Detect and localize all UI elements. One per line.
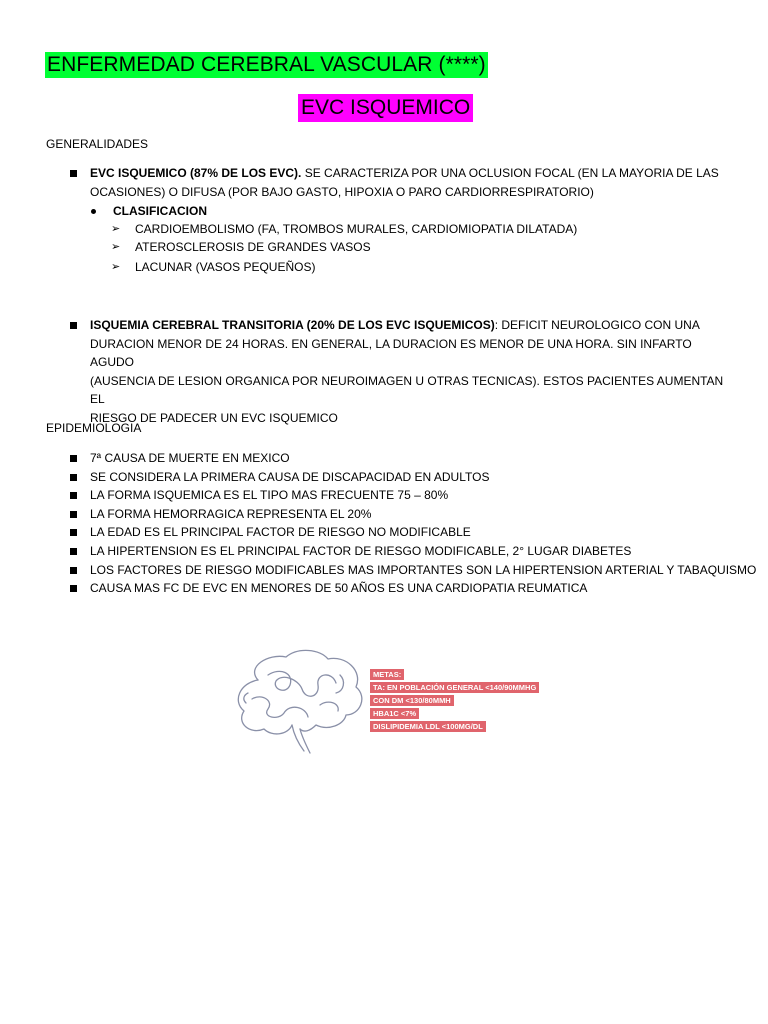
- list-item: LA FORMA HEMORRAGICA REPRESENTA EL 20%: [90, 507, 372, 521]
- page-title: ENFERMEDAD CEREBRAL VASCULAR (****): [47, 53, 486, 76]
- page-subtitle: EVC ISQUEMICO: [298, 94, 473, 122]
- clasificacion-item: ATEROSCLEROSIS DE GRANDES VASOS: [135, 240, 371, 254]
- list-item: LA FORMA ISQUEMICA ES EL TIPO MAS FRECUENTE 75 – 80%: [90, 488, 449, 502]
- square-bullet-icon: [70, 529, 77, 536]
- arrow-bullet-icon: ➢: [111, 223, 121, 235]
- square-bullet-icon: [70, 511, 77, 518]
- list-item: 7ª CAUSA DE MUERTE EN MEXICO: [90, 451, 290, 465]
- metas-note: [370, 669, 539, 734]
- list-item: LOS FACTORES DE RIESGO MODIFICABLES MAS IMPORTANTES SON LA HIPERTENSION ARTERIAL Y TABAQUISMO: [90, 563, 757, 577]
- metas-tag: DISLIPIDEMIA LDL <100MG/DL: [370, 721, 486, 732]
- brain-line-icon: [228, 645, 373, 755]
- item-bold-text: EVC ISQUEMICO (87% DE LOS EVC).: [90, 166, 302, 180]
- item-text: (AUSENCIA DE LESION ORGANICA POR NEUROIMAGEN U OTRAS TECNICAS). ESTOS PACIENTES AUMENTAN EL: [90, 373, 724, 407]
- square-bullet-icon: [70, 567, 77, 574]
- item-bold-text: ISQUEMIA CEREBRAL TRANSITORIA (20% DE LOS EVC ISQUEMICOS): [90, 318, 495, 332]
- list-item: CAUSA MAS FC DE EVC EN MENORES DE 50 AÑOS ES UNA CARDIOPATIA REUMATICA: [90, 581, 588, 595]
- square-bullet-icon: [70, 585, 77, 592]
- square-bullet-icon: [70, 548, 77, 555]
- section-label-generalidades: GENERALIDADES: [46, 137, 149, 151]
- metas-tag: HBA1C <7%: [370, 708, 419, 719]
- clasificacion-item: CARDIOEMBOLISMO (FA, TROMBOS MURALES, CARDIOMIOPATIA DILATADA): [135, 222, 578, 236]
- metas-tag: METAS:: [370, 669, 404, 680]
- item-text: SE CARACTERIZA POR UNA OCLUSION FOCAL (EN LA MAYORIA DE LAS: [301, 166, 719, 180]
- square-bullet-icon: [70, 170, 77, 177]
- arrow-bullet-icon: ➢: [111, 261, 121, 273]
- metas-tag: CON DM <130/80MMH: [370, 695, 454, 706]
- section-label-epidemiologia: EPIDEMIOLOGIA: [46, 421, 142, 435]
- list-item: LA EDAD ES EL PRINCIPAL FACTOR DE RIESGO NO MODIFICABLE: [90, 525, 471, 539]
- item-text: OCASIONES) O DIFUSA (POR BAJO GASTO, HIPOXIA O PARO CARDIORRESPIRATORIO): [90, 184, 594, 199]
- arrow-bullet-icon: ➢: [111, 241, 121, 253]
- list-item: SE CONSIDERA LA PRIMERA CAUSA DE DISCAPACIDAD EN ADULTOS: [90, 470, 490, 484]
- metas-tag: TA: EN POBLACIÓN GENERAL <140/90MMHG: [370, 682, 539, 693]
- item-text: DURACION MENOR DE 24 HORAS. EN GENERAL, LA DURACION ES MENOR DE UNA HORA. SIN INFARTO AGUDO: [90, 336, 692, 370]
- square-bullet-icon: [70, 492, 77, 499]
- dot-bullet-icon: [91, 209, 96, 214]
- item-text: RIESGO DE PADECER UN EVC ISQUEMICO: [90, 410, 338, 425]
- square-bullet-icon: [70, 322, 77, 329]
- list-item-evc-isquemico: [90, 164, 730, 201]
- square-bullet-icon: [70, 474, 77, 481]
- list-item: LA HIPERTENSION ES EL PRINCIPAL FACTOR DE RIESGO MODIFICABLE, 2° LUGAR DIABETES: [90, 544, 632, 558]
- clasificacion-heading: CLASIFICACION: [113, 204, 207, 218]
- clasificacion-item: LACUNAR (VASOS PEQUEÑOS): [135, 260, 316, 274]
- list-item-isquemia-transitoria: [90, 316, 730, 428]
- item-text: : DEFICIT NEUROLOGICO CON UNA: [494, 318, 700, 332]
- square-bullet-icon: [70, 455, 77, 462]
